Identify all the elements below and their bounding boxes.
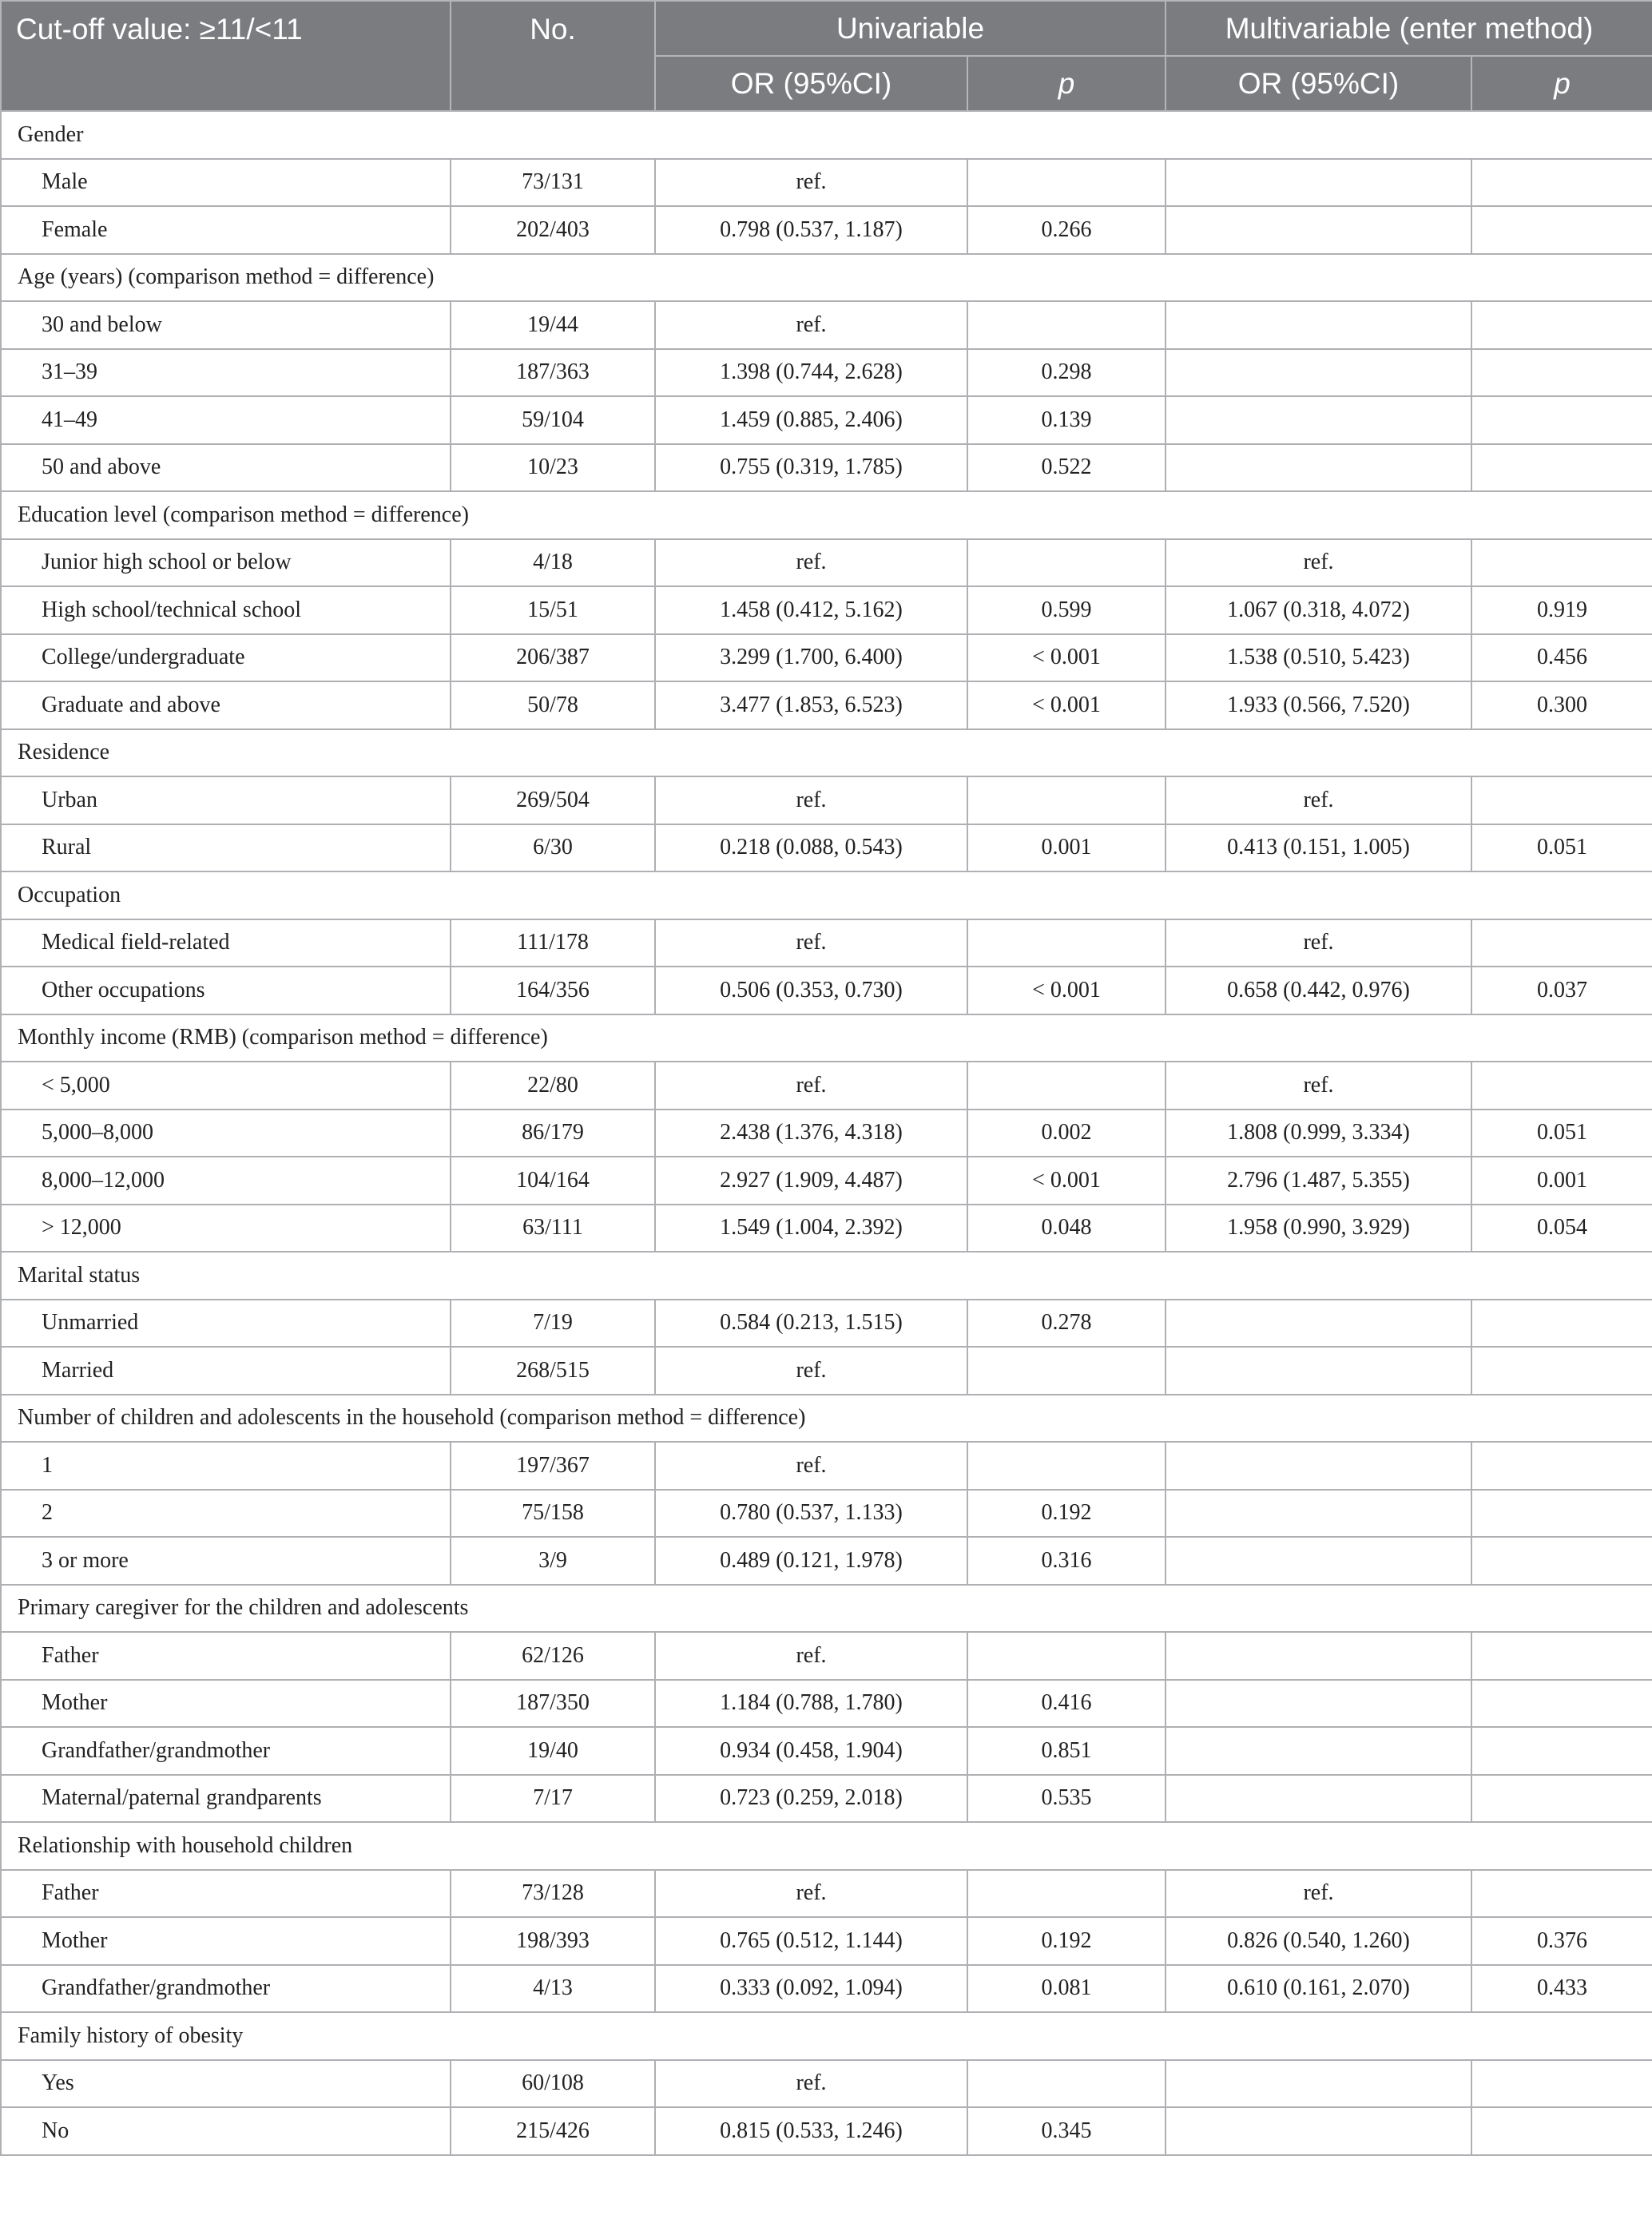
uni-or-cell: 1.549 (1.004, 2.392) — [655, 1205, 967, 1252]
uni-p-cell: 0.192 — [967, 1917, 1166, 1965]
uni-p-cell — [967, 1442, 1166, 1490]
multi-p-cell — [1471, 1300, 1652, 1348]
row-label: 31–39 — [1, 349, 451, 397]
section-title: Occupation — [1, 871, 1652, 919]
row-label: Father — [1, 1632, 451, 1680]
section-title: Primary caregiver for the children and adolescents — [1, 1585, 1652, 1633]
table-header — [1, 1, 1652, 111]
uni-p-cell: 0.316 — [967, 1537, 1166, 1585]
table-row — [1, 1870, 1652, 1918]
header-cutoff: Cut-off value: ≥11/<11 — [1, 1, 451, 111]
table-row — [1, 1632, 1652, 1680]
multi-p-cell — [1471, 539, 1652, 587]
row-label: Mother — [1, 1917, 451, 1965]
header-univariable: Univariable — [655, 1, 1166, 56]
uni-p-cell: 0.599 — [967, 586, 1166, 634]
multi-or-cell — [1166, 1680, 1471, 1728]
multi-or-cell — [1166, 1537, 1471, 1585]
multi-or-cell — [1166, 159, 1471, 207]
uni-or-cell: 2.927 (1.909, 4.487) — [655, 1157, 967, 1205]
count-cell: 60/108 — [451, 2060, 655, 2108]
row-label: Grandfather/grandmother — [1, 1965, 451, 2013]
section-row — [1, 1585, 1652, 1633]
count-cell: 73/131 — [451, 159, 655, 207]
count-cell: 164/356 — [451, 967, 655, 1014]
uni-or-cell: ref. — [655, 301, 967, 349]
multi-p-cell — [1471, 1347, 1652, 1395]
header-multivariable: Multivariable (enter method) — [1166, 1, 1652, 56]
uni-or-cell: 1.458 (0.412, 5.162) — [655, 586, 967, 634]
count-cell: 7/17 — [451, 1775, 655, 1823]
multi-p-cell: 0.456 — [1471, 634, 1652, 682]
count-cell: 187/363 — [451, 349, 655, 397]
row-label: 8,000–12,000 — [1, 1157, 451, 1205]
uni-or-cell: 3.299 (1.700, 6.400) — [655, 634, 967, 682]
section-title: Age (years) (comparison method = difference) — [1, 254, 1652, 302]
multi-or-cell: ref. — [1166, 776, 1471, 824]
section-title: Monthly income (RMB) (comparison method = difference) — [1, 1014, 1652, 1062]
header-uni-p: p — [967, 56, 1166, 111]
row-label: Grandfather/grandmother — [1, 1727, 451, 1775]
row-label: Rural — [1, 824, 451, 872]
count-cell: 50/78 — [451, 681, 655, 729]
uni-or-cell: ref. — [655, 1347, 967, 1395]
header-multi-or-ci: OR (95%CI) — [1166, 56, 1471, 111]
table-row — [1, 824, 1652, 872]
count-cell: 187/350 — [451, 1680, 655, 1728]
multi-p-cell: 0.051 — [1471, 824, 1652, 872]
row-label: Graduate and above — [1, 681, 451, 729]
uni-p-cell: 0.002 — [967, 1110, 1166, 1157]
row-label: Father — [1, 1870, 451, 1918]
section-title: Education level (comparison method = difference) — [1, 491, 1652, 539]
count-cell: 73/128 — [451, 1870, 655, 1918]
section-row — [1, 1252, 1652, 1300]
uni-or-cell: ref. — [655, 159, 967, 207]
uni-or-cell: ref. — [655, 919, 967, 967]
uni-or-cell: 0.934 (0.458, 1.904) — [655, 1727, 967, 1775]
uni-or-cell: 3.477 (1.853, 6.523) — [655, 681, 967, 729]
table-row — [1, 2107, 1652, 2155]
multi-p-cell — [1471, 1062, 1652, 1110]
count-cell: 3/9 — [451, 1537, 655, 1585]
multi-p-cell — [1471, 1680, 1652, 1728]
uni-p-cell: 0.345 — [967, 2107, 1166, 2155]
multi-or-cell — [1166, 396, 1471, 444]
table-row — [1, 396, 1652, 444]
multi-or-cell — [1166, 1300, 1471, 1348]
row-label: Medical field-related — [1, 919, 451, 967]
uni-p-cell: 0.298 — [967, 349, 1166, 397]
uni-p-cell: < 0.001 — [967, 967, 1166, 1014]
multi-p-cell — [1471, 159, 1652, 207]
section-title: Relationship with household children — [1, 1822, 1652, 1870]
count-cell: 111/178 — [451, 919, 655, 967]
row-label: Other occupations — [1, 967, 451, 1014]
count-cell: 19/44 — [451, 301, 655, 349]
uni-or-cell: 1.184 (0.788, 1.780) — [655, 1680, 967, 1728]
multi-or-cell — [1166, 1775, 1471, 1823]
header-multi-p: p — [1471, 56, 1652, 111]
multi-or-cell — [1166, 2060, 1471, 2108]
count-cell: 197/367 — [451, 1442, 655, 1490]
row-label: Male — [1, 159, 451, 207]
multi-p-cell — [1471, 444, 1652, 492]
count-cell: 215/426 — [451, 2107, 655, 2155]
count-cell: 15/51 — [451, 586, 655, 634]
uni-p-cell: 0.535 — [967, 1775, 1166, 1823]
multi-or-cell: 0.658 (0.442, 0.976) — [1166, 967, 1471, 1014]
uni-or-cell: 0.506 (0.353, 0.730) — [655, 967, 967, 1014]
section-row — [1, 1822, 1652, 1870]
multi-or-cell: 0.610 (0.161, 2.070) — [1166, 1965, 1471, 2013]
uni-p-cell: 0.139 — [967, 396, 1166, 444]
count-cell: 63/111 — [451, 1205, 655, 1252]
count-cell: 4/18 — [451, 539, 655, 587]
section-title: Family history of obesity — [1, 2012, 1652, 2060]
count-cell: 206/387 — [451, 634, 655, 682]
multi-or-cell: 1.808 (0.999, 3.334) — [1166, 1110, 1471, 1157]
table-row — [1, 159, 1652, 207]
multi-or-cell: 1.933 (0.566, 7.520) — [1166, 681, 1471, 729]
count-cell: 86/179 — [451, 1110, 655, 1157]
table-row — [1, 967, 1652, 1014]
uni-or-cell: 0.584 (0.213, 1.515) — [655, 1300, 967, 1348]
row-label: Female — [1, 206, 451, 254]
uni-p-cell — [967, 159, 1166, 207]
uni-p-cell — [967, 776, 1166, 824]
uni-or-cell: 0.723 (0.259, 2.018) — [655, 1775, 967, 1823]
multi-p-cell: 0.051 — [1471, 1110, 1652, 1157]
count-cell: 198/393 — [451, 1917, 655, 1965]
uni-or-cell: 0.333 (0.092, 1.094) — [655, 1965, 967, 2013]
multi-or-cell — [1166, 444, 1471, 492]
uni-p-cell: < 0.001 — [967, 681, 1166, 729]
section-row — [1, 2012, 1652, 2060]
row-label: > 12,000 — [1, 1205, 451, 1252]
table-row — [1, 1965, 1652, 2013]
table-row — [1, 1110, 1652, 1157]
table-row — [1, 1917, 1652, 1965]
multi-or-cell — [1166, 2107, 1471, 2155]
uni-or-cell: ref. — [655, 539, 967, 587]
uni-or-cell: 0.780 (0.537, 1.133) — [655, 1490, 967, 1538]
uni-p-cell — [967, 1632, 1166, 1680]
section-title: Marital status — [1, 1252, 1652, 1300]
multi-p-cell: 0.433 — [1471, 1965, 1652, 2013]
multi-or-cell: 0.826 (0.540, 1.260) — [1166, 1917, 1471, 1965]
uni-p-cell: 0.266 — [967, 206, 1166, 254]
table-row — [1, 2060, 1652, 2108]
uni-p-cell — [967, 919, 1166, 967]
table-row — [1, 1775, 1652, 1823]
uni-or-cell: 0.218 (0.088, 0.543) — [655, 824, 967, 872]
multi-or-cell: 0.413 (0.151, 1.005) — [1166, 824, 1471, 872]
uni-p-cell: 0.851 — [967, 1727, 1166, 1775]
multi-or-cell — [1166, 1442, 1471, 1490]
section-row — [1, 1014, 1652, 1062]
row-label: 1 — [1, 1442, 451, 1490]
multi-p-cell — [1471, 919, 1652, 967]
section-row — [1, 491, 1652, 539]
table-body — [1, 111, 1652, 2155]
multi-p-cell — [1471, 206, 1652, 254]
section-title: Gender — [1, 111, 1652, 159]
header-uni-or-ci: OR (95%CI) — [655, 56, 967, 111]
multi-p-cell: 0.037 — [1471, 967, 1652, 1014]
uni-or-cell: ref. — [655, 776, 967, 824]
uni-or-cell: 0.798 (0.537, 1.187) — [655, 206, 967, 254]
uni-or-cell: 1.398 (0.744, 2.628) — [655, 349, 967, 397]
multi-p-cell — [1471, 1632, 1652, 1680]
row-label: 50 and above — [1, 444, 451, 492]
table-row — [1, 1300, 1652, 1348]
count-cell: 75/158 — [451, 1490, 655, 1538]
table-row — [1, 681, 1652, 729]
table-row — [1, 539, 1652, 587]
section-title: Residence — [1, 729, 1652, 777]
table-row — [1, 1205, 1652, 1252]
uni-or-cell: ref. — [655, 1062, 967, 1110]
table-row — [1, 1442, 1652, 1490]
count-cell: 104/164 — [451, 1157, 655, 1205]
count-cell: 10/23 — [451, 444, 655, 492]
multi-p-cell — [1471, 776, 1652, 824]
table-row — [1, 349, 1652, 397]
table-row — [1, 586, 1652, 634]
uni-p-cell — [967, 2060, 1166, 2108]
uni-p-cell: < 0.001 — [967, 634, 1166, 682]
row-label: 2 — [1, 1490, 451, 1538]
uni-or-cell: 1.459 (0.885, 2.406) — [655, 396, 967, 444]
section-row — [1, 729, 1652, 777]
row-label: < 5,000 — [1, 1062, 451, 1110]
uni-or-cell: ref. — [655, 2060, 967, 2108]
uni-p-cell: 0.192 — [967, 1490, 1166, 1538]
uni-p-cell: < 0.001 — [967, 1157, 1166, 1205]
count-cell: 202/403 — [451, 206, 655, 254]
row-label: High school/technical school — [1, 586, 451, 634]
row-label: 3 or more — [1, 1537, 451, 1585]
multi-p-cell: 0.001 — [1471, 1157, 1652, 1205]
row-label: No — [1, 2107, 451, 2155]
multi-or-cell — [1166, 1632, 1471, 1680]
multi-or-cell — [1166, 206, 1471, 254]
uni-p-cell: 0.522 — [967, 444, 1166, 492]
multi-or-cell: ref. — [1166, 539, 1471, 587]
uni-or-cell: 2.438 (1.376, 4.318) — [655, 1110, 967, 1157]
multi-p-cell: 0.376 — [1471, 1917, 1652, 1965]
uni-p-cell — [967, 1347, 1166, 1395]
multi-p-cell — [1471, 2107, 1652, 2155]
row-label: 30 and below — [1, 301, 451, 349]
uni-or-cell: 0.815 (0.533, 1.246) — [655, 2107, 967, 2155]
multi-p-cell — [1471, 349, 1652, 397]
row-label: 5,000–8,000 — [1, 1110, 451, 1157]
multi-p-cell — [1471, 1442, 1652, 1490]
uni-p-cell: 0.001 — [967, 824, 1166, 872]
row-label: Unmarried — [1, 1300, 451, 1348]
uni-p-cell: 0.081 — [967, 1965, 1166, 2013]
multi-p-cell — [1471, 1870, 1652, 1918]
multi-p-cell — [1471, 2060, 1652, 2108]
multi-p-cell: 0.054 — [1471, 1205, 1652, 1252]
count-cell: 7/19 — [451, 1300, 655, 1348]
table-row — [1, 776, 1652, 824]
count-cell: 22/80 — [451, 1062, 655, 1110]
row-label: College/undergraduate — [1, 634, 451, 682]
count-cell: 6/30 — [451, 824, 655, 872]
uni-p-cell: 0.048 — [967, 1205, 1166, 1252]
multi-p-cell — [1471, 1775, 1652, 1823]
uni-p-cell: 0.278 — [967, 1300, 1166, 1348]
table-row — [1, 919, 1652, 967]
row-label: Mother — [1, 1680, 451, 1728]
uni-p-cell: 0.416 — [967, 1680, 1166, 1728]
row-label: Urban — [1, 776, 451, 824]
count-cell: 4/13 — [451, 1965, 655, 2013]
table-row — [1, 634, 1652, 682]
table-row — [1, 301, 1652, 349]
count-cell: 59/104 — [451, 396, 655, 444]
header-no: No. — [451, 1, 655, 111]
section-row — [1, 871, 1652, 919]
count-cell: 269/504 — [451, 776, 655, 824]
table-row — [1, 1537, 1652, 1585]
row-label: Junior high school or below — [1, 539, 451, 587]
uni-or-cell: ref. — [655, 1632, 967, 1680]
table-row — [1, 1062, 1652, 1110]
count-cell: 268/515 — [451, 1347, 655, 1395]
multi-or-cell — [1166, 1727, 1471, 1775]
count-cell: 62/126 — [451, 1632, 655, 1680]
count-cell: 19/40 — [451, 1727, 655, 1775]
uni-p-cell — [967, 1062, 1166, 1110]
table-row — [1, 1157, 1652, 1205]
multi-p-cell — [1471, 1537, 1652, 1585]
multi-p-cell — [1471, 301, 1652, 349]
multi-or-cell: 2.796 (1.487, 5.355) — [1166, 1157, 1471, 1205]
section-title: Number of children and adolescents in the household (comparison method = difference) — [1, 1395, 1652, 1443]
table-row — [1, 1490, 1652, 1538]
multi-p-cell: 0.300 — [1471, 681, 1652, 729]
table-row — [1, 444, 1652, 492]
row-label: Married — [1, 1347, 451, 1395]
multi-or-cell — [1166, 1490, 1471, 1538]
uni-p-cell — [967, 301, 1166, 349]
table-row — [1, 1727, 1652, 1775]
multi-or-cell — [1166, 1347, 1471, 1395]
uni-or-cell: 0.755 (0.319, 1.785) — [655, 444, 967, 492]
table-row — [1, 206, 1652, 254]
row-label: 41–49 — [1, 396, 451, 444]
table-row — [1, 1680, 1652, 1728]
uni-p-cell — [967, 1870, 1166, 1918]
multi-or-cell — [1166, 349, 1471, 397]
table-row — [1, 1347, 1652, 1395]
uni-or-cell: 0.489 (0.121, 1.978) — [655, 1537, 967, 1585]
multi-p-cell — [1471, 1490, 1652, 1538]
multi-or-cell: 1.067 (0.318, 4.072) — [1166, 586, 1471, 634]
multi-or-cell: 1.958 (0.990, 3.929) — [1166, 1205, 1471, 1252]
row-label: Yes — [1, 2060, 451, 2108]
multi-or-cell: ref. — [1166, 1870, 1471, 1918]
section-row — [1, 254, 1652, 302]
multi-or-cell: ref. — [1166, 1062, 1471, 1110]
multi-or-cell: 1.538 (0.510, 5.423) — [1166, 634, 1471, 682]
multi-or-cell — [1166, 301, 1471, 349]
multi-p-cell — [1471, 1727, 1652, 1775]
uni-or-cell: ref. — [655, 1870, 967, 1918]
multi-or-cell: ref. — [1166, 919, 1471, 967]
multi-p-cell — [1471, 396, 1652, 444]
uni-or-cell: 0.765 (0.512, 1.144) — [655, 1917, 967, 1965]
section-row — [1, 1395, 1652, 1443]
uni-p-cell — [967, 539, 1166, 587]
uni-or-cell: ref. — [655, 1442, 967, 1490]
multi-p-cell: 0.919 — [1471, 586, 1652, 634]
row-label: Maternal/paternal grandparents — [1, 1775, 451, 1823]
section-row — [1, 111, 1652, 159]
